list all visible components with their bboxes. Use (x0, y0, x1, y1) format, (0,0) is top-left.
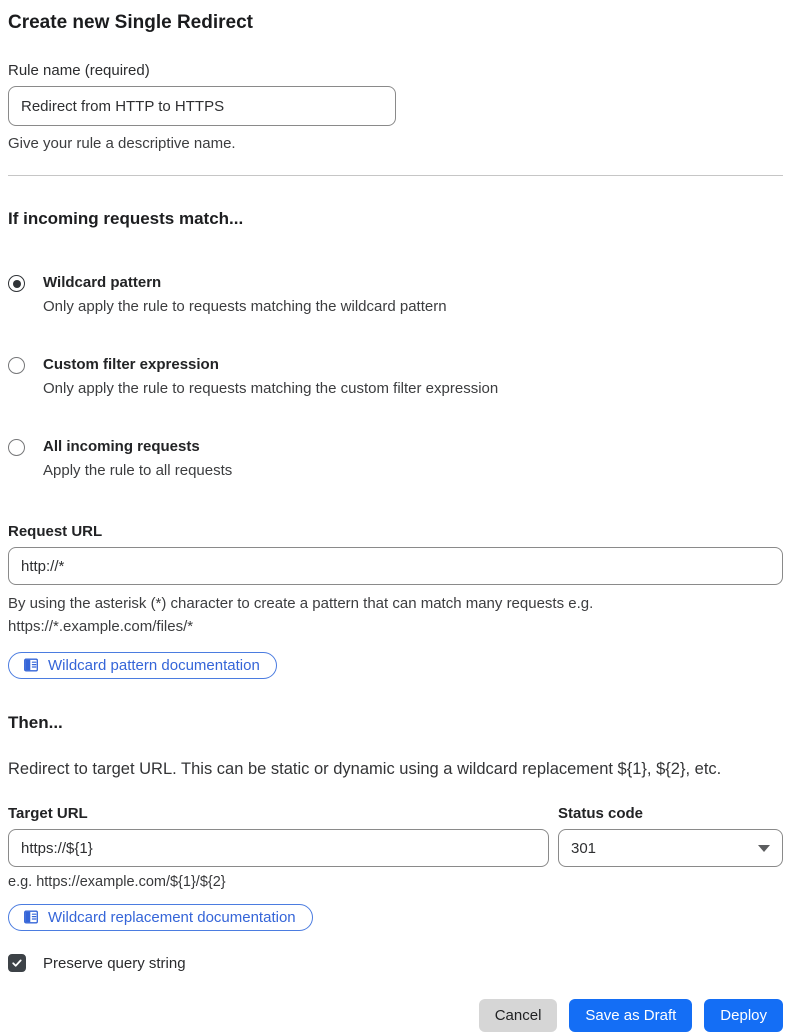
status-code-value: 301 (571, 839, 597, 857)
form-actions (8, 999, 783, 1032)
radio-all-incoming-requests[interactable] (8, 437, 783, 481)
checkbox-icon[interactable] (8, 954, 26, 972)
status-code-select[interactable] (558, 829, 783, 867)
section-divider (8, 175, 783, 176)
radio-custom-filter-expression-description: Only apply the rule to requests matching the custom filter expression (43, 380, 499, 397)
wildcard-pattern-docs-label: Wildcard pattern documentation (48, 656, 260, 674)
wildcard-pattern-docs-button[interactable] (8, 652, 277, 679)
rule-name-help: Give your rule a descriptive name. (8, 135, 236, 152)
book-icon (23, 909, 39, 925)
request-url-label: Request URL (8, 523, 103, 540)
match-section-heading: If incoming requests match... (8, 209, 244, 228)
preserve-query-string-label: Preserve query string (43, 954, 186, 972)
radio-button-icon[interactable] (8, 439, 25, 456)
radio-wildcard-pattern[interactable] (8, 273, 783, 317)
book-icon (23, 657, 39, 673)
request-url-help (8, 592, 783, 638)
rule-name-input[interactable] (8, 86, 396, 126)
radio-button-icon[interactable] (8, 275, 25, 292)
request-url-help-line2: https://*.example.com/files/* (8, 618, 194, 635)
deploy-button[interactable]: Deploy (704, 999, 783, 1032)
radio-custom-filter-expression[interactable] (8, 355, 783, 399)
target-row (8, 804, 783, 867)
radio-all-incoming-requests-description: Apply the rule to all requests (43, 462, 233, 479)
then-section-heading: Then... (8, 713, 63, 732)
target-url-input[interactable] (8, 829, 549, 867)
preserve-query-string-row[interactable] (8, 954, 783, 972)
target-url-label: Target URL (8, 805, 88, 822)
rule-name-label: Rule name (required) (8, 62, 150, 79)
radio-custom-filter-expression-label: Custom filter expression (43, 356, 219, 373)
chevron-down-icon (758, 845, 770, 852)
request-url-help-line1: By using the asterisk (*) character to create a pattern that can match many requests e.g. (8, 595, 594, 612)
then-section-description: Redirect to target URL. This can be static or dynamic using a wildcard replacement ${1}, ${2}, etc. (8, 760, 722, 778)
radio-wildcard-pattern-label: Wildcard pattern (43, 274, 162, 291)
radio-wildcard-pattern-description: Only apply the rule to requests matching the wildcard pattern (43, 298, 447, 315)
save-as-draft-button[interactable]: Save as Draft (569, 999, 692, 1032)
radio-button-icon[interactable] (8, 357, 25, 374)
page-title: Create new Single Redirect (8, 12, 253, 33)
status-code-label: Status code (558, 805, 644, 822)
request-url-input[interactable] (8, 547, 783, 585)
match-type-radio-group (8, 273, 783, 481)
radio-all-incoming-requests-label: All incoming requests (43, 438, 200, 455)
cancel-button[interactable]: Cancel (479, 999, 558, 1032)
target-url-example: e.g. https://example.com/${1}/${2} (8, 874, 226, 890)
wildcard-replacement-docs-label: Wildcard replacement documentation (48, 908, 296, 926)
wildcard-replacement-docs-button[interactable] (8, 904, 313, 931)
